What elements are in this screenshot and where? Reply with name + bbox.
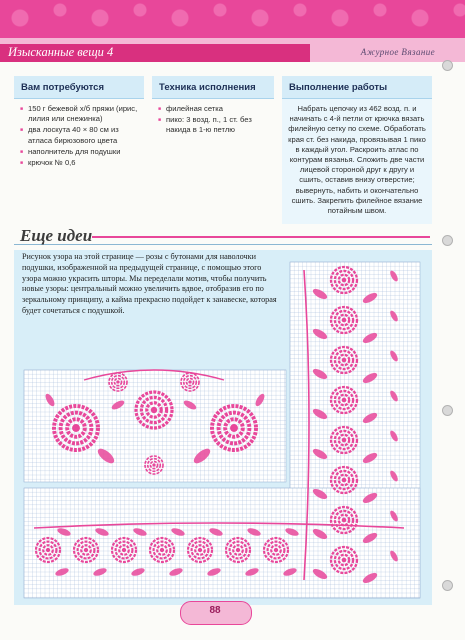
technique-item: ■ филейная сетка — [158, 104, 268, 114]
technique-item: ■ пико: 3 возд. п., 1 ст. без накида в 1-ю петлю — [158, 115, 268, 135]
materials-title: Вам потребуются — [14, 76, 144, 99]
technique-column — [152, 76, 274, 224]
binder-hole-icon — [442, 405, 453, 416]
section-text: Рисунок узора на этой странице — розы с бутонами для наволочки подушки, изображенной на предыдущей странице, с помощью этого узора можно украсить шторы. Мы переделали мотив, чтобы получить новые узоры: центральный можно увеличить вдвое, отобразив его по зеркальному принципу, а кайма прекрасно подойдет к занавеске, которая будет сочетаться с подушкой. — [22, 252, 277, 315]
instructions-text: Набрать цепочку из 462 возд. п. и начинать с 4-й петли от крючка вязать филейную сетку по схеме. Обработать края ст. без накида, провязывая 1 пико в каждый угол. Раскроить атлас по контурам вязанья. Сложить две части лицевой стороной друг к другу и сшить, оставив внизу отверстие; вывернуть, набить и окончательно сшить. Закрепить филейное вязание потайным швом. — [288, 104, 426, 216]
pattern-panel — [14, 250, 432, 605]
binder-hole-icon — [442, 235, 453, 246]
material-item: ■ наполнитель для подушки — [20, 147, 138, 157]
binder-hole-icon — [442, 60, 453, 71]
material-item: ■ крючок № 0,6 — [20, 158, 138, 168]
materials-column — [14, 76, 144, 224]
technique-title: Техника исполнения — [152, 76, 274, 99]
accent-line — [92, 236, 430, 238]
binder-hole-icon — [442, 580, 453, 591]
section-label: Ажурное Вязание — [360, 47, 435, 57]
info-columns — [14, 76, 432, 224]
magazine-title: Изысканные вещи 4 — [8, 45, 114, 59]
page-number: 88 — [209, 605, 221, 616]
instructions-column — [282, 76, 432, 224]
material-item: ■ 150 г бежевой х/б пряжи (ирис, лилия или снежинка) — [20, 104, 138, 124]
section-title: Еще идеи — [20, 226, 93, 245]
instructions-title: Выполнение работы — [282, 76, 432, 99]
decorative-header-band — [0, 0, 465, 38]
material-item: ■ два лоскута 40 × 80 см из атласа бирюзового цвета — [20, 125, 138, 145]
